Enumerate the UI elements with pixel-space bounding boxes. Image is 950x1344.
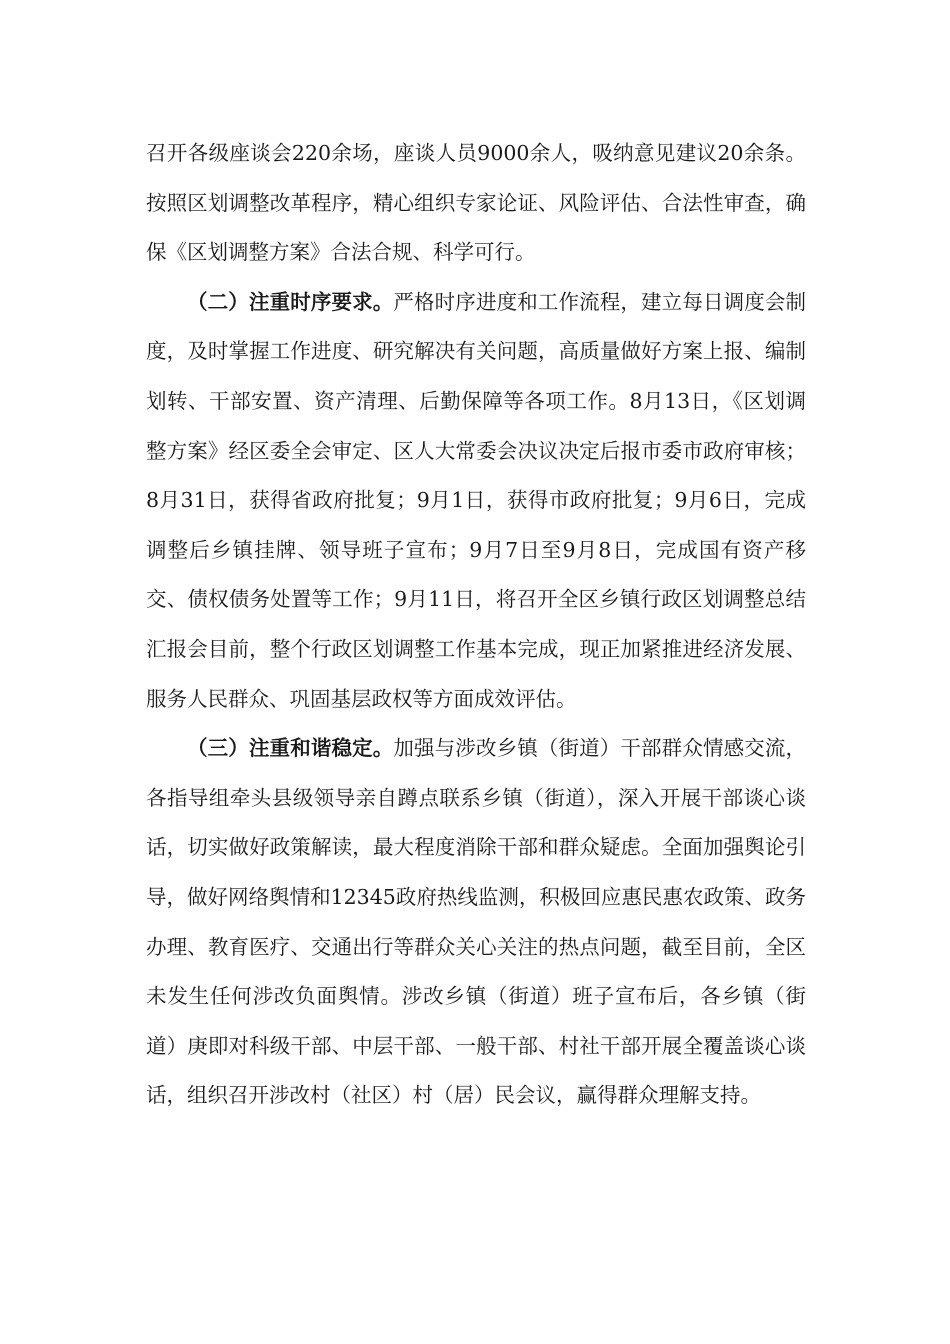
paragraph-2-body: 严格时序进度和工作流程，建立每日调度会制度，及时掌握工作进度、研究解决有关问题，高质量做好方案上报、编制划转、干部安置、资产清理、后勤保障等各项工作。8月13日，《区划调整方案》经区委全会审定、区人大常委会决议决定后报市委市政府审核；8月31日，获得省政府批复；9月1日，获得市政府批复；9月6日，完成调整后乡镇挂牌、领导班子宣布；9月7日至9月8日，完成国有资产移交、债权债务处置等工作；9月11日，将召开全区乡镇行政区划调整总结汇报会目前，整个行政区划调整工作基本完成，现正加紧推进经济发展、服务人民群众、巩固基层政权等方面成效评估。 xyxy=(146,289,807,711)
paragraph-1-body: 召开各级座谈会220余场，座谈人员9000余人，吸纳意见建议20余条。按照区划调整改革程序，精心组织专家论证、风险评估、合法性审查，确保《区划调整方案》合法合规、科学可行。 xyxy=(146,141,806,265)
document-page xyxy=(146,129,806,1121)
paragraph-continuation xyxy=(146,129,806,278)
paragraph-harmony-stability xyxy=(146,724,806,1121)
paragraph-timing-requirements xyxy=(146,278,806,724)
paragraph-3-heading: （三）注重和谐稳定。 xyxy=(187,736,394,761)
paragraph-2-heading: （二）注重时序要求。 xyxy=(187,289,394,314)
paragraph-3-body: 加强与涉改乡镇（街道）干部群众情感交流，各指导组牵头县级领导亲自蹲点联系乡镇（街道），深入开展干部谈心谈话，切实做好政策解读，最大程度消除干部和群众疑虑。全面加强舆论引导，做好网络舆情和12345政府热线监测，积极回应惠民惠农政策、政务办理、教育医疗、交通出行等群众关心关注的热点问题，截至目前，全区未发生任何涉改负面舆情。涉改乡镇（街道）班子宣布后，各乡镇（街道）庚即对科级干部、中层干部、一般干部、村社干部开展全覆盖谈心谈话，组织召开涉改村（社区）村（居）民会议，赢得群众理解支持。 xyxy=(146,736,807,1108)
